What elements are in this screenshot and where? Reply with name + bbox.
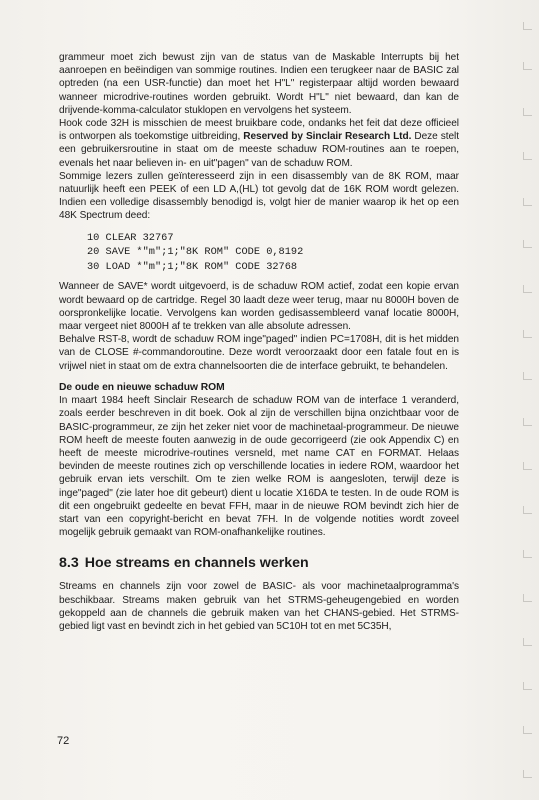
margin-mark xyxy=(523,108,532,116)
page-content xyxy=(59,51,459,633)
margin-mark xyxy=(523,682,532,690)
paragraph-hook-code-start: Hook code 32H is misschien de meest bruikbare code, ondanks het feit dat deze officieel is ontworpen als toekomstige uitbreiding, xyxy=(59,118,459,143)
paragraph-interrupts: grammeur moet zich bewust zijn van de status van de Maskable Interrupts bij het aanroepen en beëindigen van sommige routines. Indien een terugkeer naar de BASIC zal optreden (na een USR-functie) dan moet het H"L" registerpaar altijd worden bewaard wanneer microdrive-routines worden gebruikt. Wordt H"L" niet bewaard, dan kan de drijvende-komma-calculator stuklopen en vervolgens het systeem. xyxy=(59,52,459,116)
margin-mark xyxy=(523,372,532,380)
margin-mark xyxy=(523,285,532,293)
margin-mark xyxy=(523,594,532,602)
section-title: Hoe streams en channels werken xyxy=(84,555,309,572)
margin-mark xyxy=(523,62,532,70)
paragraph-save: Wanneer de SAVE* wordt uitgevoerd, is de schaduw ROM actief, zodat een kopie ervan wordt bewaard op de cartridge. Regel 30 laadt deze weer terug, maar nu 8000H boven de oorspronkelijke locatie. Vervolgens kan worden gedisassembleerd vanaf locatie 8000H, maar vergeet niet 8000H af te trekken van alle absolute adressen. xyxy=(59,281,459,333)
paragraph-hook-code-end: Deze stelt een gebruikersroutine in staat om de meeste schaduw ROM-routines aan te roepen, evenals het naar believen in- en uit"pagen" van de schaduw ROM. xyxy=(59,131,459,169)
page-number: 72 xyxy=(57,735,70,747)
paragraph-streams: Streams en channels zijn voor zowel de BASIC- als voor machinetaalprogramma's beschikbaar. Streams maken gebruik van het STRMS-geheugengebied en worden gekoppeld aan de channels die gebruik maken van het CHANS-gebied. Het STRMS-gebied ligt vast en bevindt zich in het gebied van 5C10H tot en met 5C35H, xyxy=(59,581,459,633)
margin-mark xyxy=(523,770,532,778)
code-listing xyxy=(87,231,459,275)
paragraph-rst8: Behalve RST-8, wordt de schaduw ROM inge"paged" indien PC=1708H, dit is het midden van de CLOSE #-commandoroutine. Deze wordt veroorzaakt door een fatale fout en is vrijwel niet in staat om de extra channelsoorten die de interface gebruikt, te behandelen. xyxy=(59,334,459,372)
margin-mark xyxy=(523,330,532,338)
margin-mark xyxy=(523,638,532,646)
margin-mark xyxy=(523,506,532,514)
section-heading xyxy=(59,555,459,572)
margin-mark xyxy=(523,152,532,160)
subheading-old-new-rom: De oude en nieuwe schaduw ROM xyxy=(59,381,225,393)
margin-mark xyxy=(523,726,532,734)
code-line: 10 CLEAR 32767 xyxy=(87,231,174,244)
margin-mark xyxy=(523,22,532,30)
reserved-by-sinclair: Reserved by Sinclair Research Ltd. xyxy=(243,131,412,143)
paragraph-rom-versions: In maart 1984 heeft Sinclair Research de schaduw ROM van de interface 1 veranderd, zoals eerder beschreven in dit boek. Ook al zijn de verschillen bijna onzichtbaar voor de BASIC-programmeur, ze zijn het zeker niet voor de machinetaal-programmeur. De nieuwe ROM heeft de meeste fouten aanwezig in de oude gecorrigeerd (zie ook Appendix C) en heeft de meeste microdrive-routines versneld, met name CAT en FORMAT. Helaas bevinden de meeste routines zich op verschillende locaties in iedere ROM, waardoor het gebruik ervan iets verschilt. Om te zien welke ROM is aangesloten, terwijl deze is inge"paged" (zie later hoe dit gebeurt) dient u locatie X16DA te testen. In de oude ROM is dit een ongebruikt gedeelte en bevat FFH, maar in de nieuwe ROM bevindt zich hier de start van een copyright-bericht en bevat 7FH. In de volgende notities wordt zoveel mogelijk gebruik gemaakt van ROM-onafhankelijke routines. xyxy=(59,395,459,539)
margin-mark xyxy=(523,240,532,248)
code-line: 30 LOAD *"m";1;"8K ROM" CODE 32768 xyxy=(87,260,298,273)
margin-mark xyxy=(523,418,532,426)
code-line: 20 SAVE *"m";1;"8K ROM" CODE 0,8192 xyxy=(87,246,304,259)
paragraph-disassembly: Sommige lezers zullen geïnteresseerd zijn in een disassembly van de 8K ROM, maar natuurlijk heeft een PEEK of een LD A,(HL) tot gevolg dat de 16K ROM wordt gelezen. Indien een volledige disassembly benodigd is, volgt hier de manier waarop ik het op een 48K Spectrum deed: xyxy=(59,170,459,222)
margin-mark xyxy=(523,198,532,206)
paragraph-hook-code xyxy=(59,117,459,170)
margin-mark xyxy=(523,550,532,558)
margin-mark xyxy=(523,462,532,470)
section-number: 8.3 xyxy=(59,555,79,572)
